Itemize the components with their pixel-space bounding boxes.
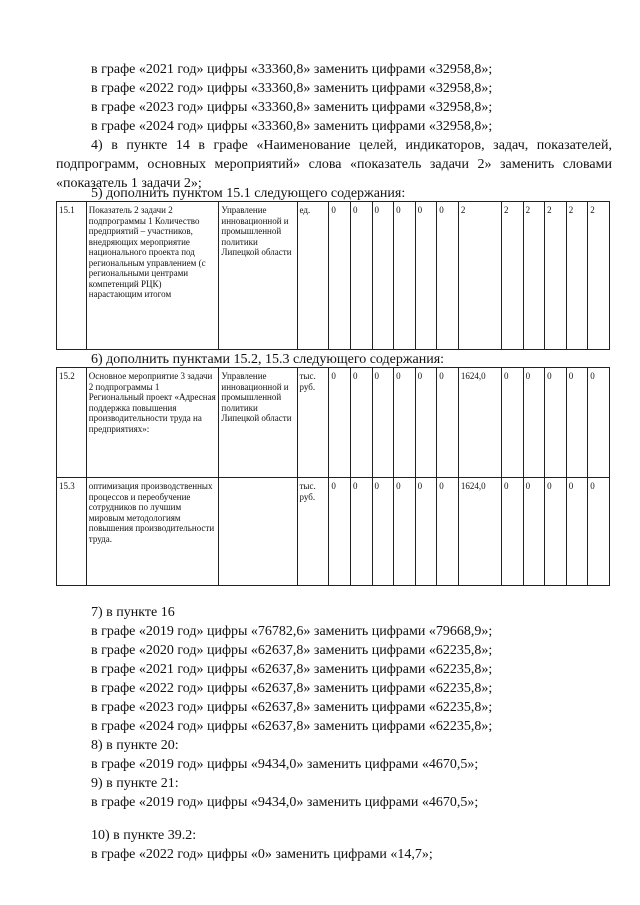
text-line: в графе «2021 год» цифры «62637,8» заменить цифрами «62235,8»; <box>91 662 493 677</box>
value-cell: 0 <box>415 478 437 586</box>
text-line: в графе «2023 год» цифры «62637,8» заменить цифрами «62235,8»; <box>91 700 493 715</box>
item-5-heading: 5) дополнить пунктом 15.1 следующего содержания: <box>91 186 406 201</box>
table-15-2-15-3 <box>56 367 610 586</box>
row-unit: ед. <box>297 202 329 350</box>
value-cell: 0 <box>545 368 567 478</box>
text-line: в графе «2019 год» цифры «9434,0» заменить цифрами «4670,5»; <box>91 757 479 772</box>
text-line: 8) в пункте 20: <box>91 738 179 753</box>
value-cell: 1624,0 <box>458 478 501 586</box>
value-cell: 0 <box>523 478 545 586</box>
value-cell: 2 <box>501 202 523 350</box>
value-cell: 0 <box>350 478 372 586</box>
row-number: 15.2 <box>57 368 87 478</box>
value-cell: 0 <box>566 478 588 586</box>
value-cell: 0 <box>394 478 416 586</box>
row-number: 15.3 <box>57 478 87 586</box>
row-name: оптимизация производственных процессов и переобучение сотрудников по лучшим мировым методологиям повышения производительности труда. <box>86 478 219 586</box>
text-line: в графе «2022 год» цифры «33360,8» заменить цифрами «32958,8»; <box>91 81 493 96</box>
value-cell: 0 <box>501 368 523 478</box>
item-6-heading: 6) дополнить пунктами 15.2, 15.3 следующего содержания: <box>91 352 445 367</box>
value-cell: 0 <box>415 202 437 350</box>
value-cell: 0 <box>415 368 437 478</box>
text-line: в графе «2020 год» цифры «62637,8» заменить цифрами «62235,8»; <box>91 643 493 658</box>
value-cell: 0 <box>588 478 610 586</box>
text-line: 9) в пункте 21: <box>91 776 179 791</box>
value-cell: 0 <box>372 478 394 586</box>
text-line: 7) в пункте 16 <box>91 605 175 620</box>
value-cell: 0 <box>588 368 610 478</box>
text-line: в графе «2019 год» цифры «9434,0» заменить цифрами «4670,5»; <box>91 795 479 810</box>
text-line: в графе «2023 год» цифры «33360,8» заменить цифрами «32958,8»; <box>91 100 493 115</box>
value-cell: 0 <box>350 202 372 350</box>
text-line: в графе «2024 год» цифры «33360,8» заменить цифрами «32958,8»; <box>91 119 493 134</box>
row-executor <box>219 478 297 586</box>
table-15-1 <box>56 201 610 350</box>
value-cell: 1624,0 <box>458 368 501 478</box>
value-cell: 2 <box>545 202 567 350</box>
value-cell: 0 <box>329 202 351 350</box>
value-cell: 0 <box>394 202 416 350</box>
row-name: Основное мероприятие 3 задачи 2 подпрограммы 1 Региональный проект «Адресная поддержка повышения производительности труда на предприятиях»: <box>86 368 219 478</box>
value-cell: 2 <box>588 202 610 350</box>
text-line: в графе «2022 год» цифры «62637,8» заменить цифрами «62235,8»; <box>91 681 493 696</box>
table-row <box>57 478 610 586</box>
text-line: в графе «2024 год» цифры «62637,8» заменить цифрами «62235,8»; <box>91 719 493 734</box>
value-cell: 0 <box>437 478 459 586</box>
value-cell: 0 <box>437 368 459 478</box>
value-cell: 0 <box>350 368 372 478</box>
row-number: 15.1 <box>57 202 87 350</box>
item-4-paragraph: 4) в пункте 14 в графе «Наименование целей, индикаторов, задач, показателей, подпрограмм, основных мероприятий» слова «показатель задачи 2» заменить словами «показатель 1 задачи 2»; <box>56 138 612 191</box>
value-cell: 0 <box>501 478 523 586</box>
row-name: Показатель 2 задачи 2 подпрограммы 1 Количество предприятий – участников, внедряющих мероприятие национального проекта под региональным управлением (с региональными центрами компетенций РЦК) нарастающим итогом <box>86 202 219 350</box>
value-cell: 2 <box>458 202 501 350</box>
value-cell: 0 <box>329 368 351 478</box>
value-cell: 0 <box>329 478 351 586</box>
value-cell: 0 <box>545 478 567 586</box>
row-unit: тыс. руб. <box>297 478 329 586</box>
value-cell: 0 <box>372 202 394 350</box>
value-cell: 0 <box>566 368 588 478</box>
value-cell: 2 <box>566 202 588 350</box>
value-cell: 0 <box>437 202 459 350</box>
value-cell: 0 <box>394 368 416 478</box>
table-row <box>57 202 610 350</box>
row-executor: Управление инновационной и промышленной политики Липецкой области <box>219 202 297 350</box>
text-line: в графе «2019 год» цифры «76782,6» заменить цифрами «79668,9»; <box>91 624 493 639</box>
value-cell: 2 <box>523 202 545 350</box>
value-cell: 0 <box>523 368 545 478</box>
text-line: 10) в пункте 39.2: <box>91 828 197 843</box>
text-line: в графе «2021 год» цифры «33360,8» заменить цифрами «32958,8»; <box>91 62 493 77</box>
text-line: в графе «2022 год» цифры «0» заменить цифрами «14,7»; <box>91 847 433 862</box>
row-unit: тыс. руб. <box>297 368 329 478</box>
table-row <box>57 368 610 478</box>
value-cell: 0 <box>372 368 394 478</box>
row-executor: Управление инновационной и промышленной политики Липецкой области <box>219 368 297 478</box>
